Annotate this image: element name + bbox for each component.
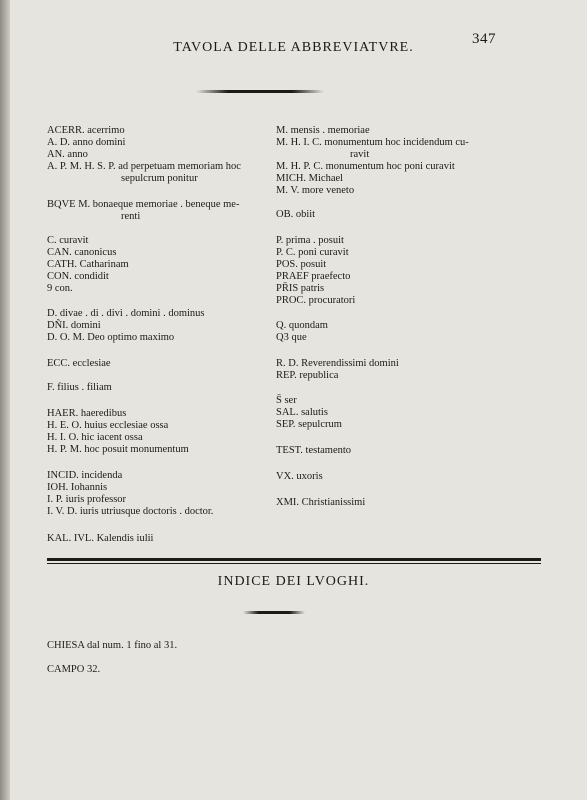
abbreviation-entry: SEP. sepulcrum <box>276 419 342 430</box>
abbreviation-entry: 9 con. <box>47 283 73 294</box>
abbreviation-entry: HAER. haeredibus <box>47 408 127 419</box>
abbreviation-entry: PROC. procuratori <box>276 295 356 306</box>
abbreviation-entry: KAL. IVL. Kalendis iulii <box>47 533 154 544</box>
abbreviation-entry: CATH. Catharinam <box>47 259 129 270</box>
abbreviation-entry: I. V. D. iuris utriusque doctoris . doctor. <box>47 506 214 517</box>
places-index-entry: CHIESA dal num. 1 fino al 31. <box>47 640 178 651</box>
abbreviation-entry: VX. uxoris <box>276 471 323 482</box>
abbreviation-entry: A. P. M. H. S. P. ad perpetuam memoriam hoc <box>47 161 241 172</box>
abbreviation-entry: CON. condidit <box>47 271 109 282</box>
abbreviation-entry: Q. quondam <box>276 320 328 331</box>
abbreviation-entry: M. V. more veneto <box>276 185 355 196</box>
page-number: 347 <box>472 31 496 47</box>
abbreviation-entry: C. curavit <box>47 235 89 246</box>
abbreviation-entry: F. filius . filiam <box>47 382 112 393</box>
abbreviation-entry-continuation: renti <box>121 211 141 222</box>
abbreviation-entry: R. D. Reverendissimi domini <box>276 358 399 369</box>
abbreviation-entry: INCID. incidenda <box>47 470 123 481</box>
places-ornament-rule <box>243 611 305 614</box>
abbreviation-entry-continuation: ravit <box>350 149 370 160</box>
abbreviations-right-column <box>276 125 491 545</box>
abbreviation-entry: P. C. poni curavit <box>276 247 349 258</box>
abbreviation-entry: PR̄IS patris <box>276 283 325 294</box>
abbreviation-entry: D. divae . di . divi . domini . dominus <box>47 308 205 319</box>
abbreviation-entry: D. O. M. Deo optimo maximo <box>47 332 175 343</box>
abbreviation-entry: ACERR. acerrimo <box>47 125 125 136</box>
abbreviation-entry: M. H. P. C. monumentum hoc poni curavit <box>276 161 455 172</box>
abbreviation-entry: OB. obiit <box>276 209 316 220</box>
abbreviation-entry: TEST. testamento <box>276 445 352 456</box>
section-divider-rule <box>47 558 541 564</box>
abbreviation-entry: I. P. iuris professor <box>47 494 127 505</box>
abbreviation-entry: XMI. Christianissimi <box>276 497 366 508</box>
abbreviation-entry: AN. anno <box>47 149 88 160</box>
title-ornament-rule <box>196 90 324 93</box>
abbreviation-entry: M. mensis . memoriae <box>276 125 370 136</box>
abbreviation-entry: PRAEF praefecto <box>276 271 351 282</box>
abbreviations-left-column <box>47 125 277 545</box>
abbreviation-entry: A. D. anno domini <box>47 137 126 148</box>
abbreviation-entry: Q3 que <box>276 332 307 343</box>
abbreviation-entry: POS. posuit <box>276 259 327 270</box>
places-index-entry: CAMPO 32. <box>47 664 101 675</box>
abbreviation-entry: H. E. O. huius ecclesiae ossa <box>47 420 169 431</box>
abbreviation-entry: DÑI. domini <box>47 320 101 331</box>
abbreviation-entry-continuation: sepulcrum ponitur <box>121 173 198 184</box>
abbreviation-entry: REP. republica <box>276 370 339 381</box>
abbreviation-entry: H. P. M. hoc posuit monumentum <box>47 444 189 455</box>
abbreviations-title: TAVOLA DELLE ABBREVIATVRE. <box>173 40 414 55</box>
abbreviation-entry: P. prima . posuit <box>276 235 344 246</box>
abbreviation-entry: ECC. ecclesiae <box>47 358 111 369</box>
abbreviation-entry: M. H. I. C. monumentum hoc incidendum cu- <box>276 137 469 148</box>
abbreviation-entry: BQVE M. bonaeque memoriae . beneque me- <box>47 199 240 210</box>
abbreviation-entry: MICH. Michael <box>276 173 344 184</box>
places-index-list <box>47 640 347 680</box>
places-index-title: INDICE DEI LVOGHI. <box>217 574 370 589</box>
page-gutter-shadow <box>0 0 10 800</box>
abbreviation-entry: H. I. O. hic iacent ossa <box>47 432 143 443</box>
abbreviation-entry: S̄ ser <box>276 395 297 406</box>
abbreviation-entry: CAN. canonicus <box>47 247 117 258</box>
abbreviation-entry: SAL. salutis <box>276 407 328 418</box>
abbreviation-entry: IOH. Iohannis <box>47 482 108 493</box>
